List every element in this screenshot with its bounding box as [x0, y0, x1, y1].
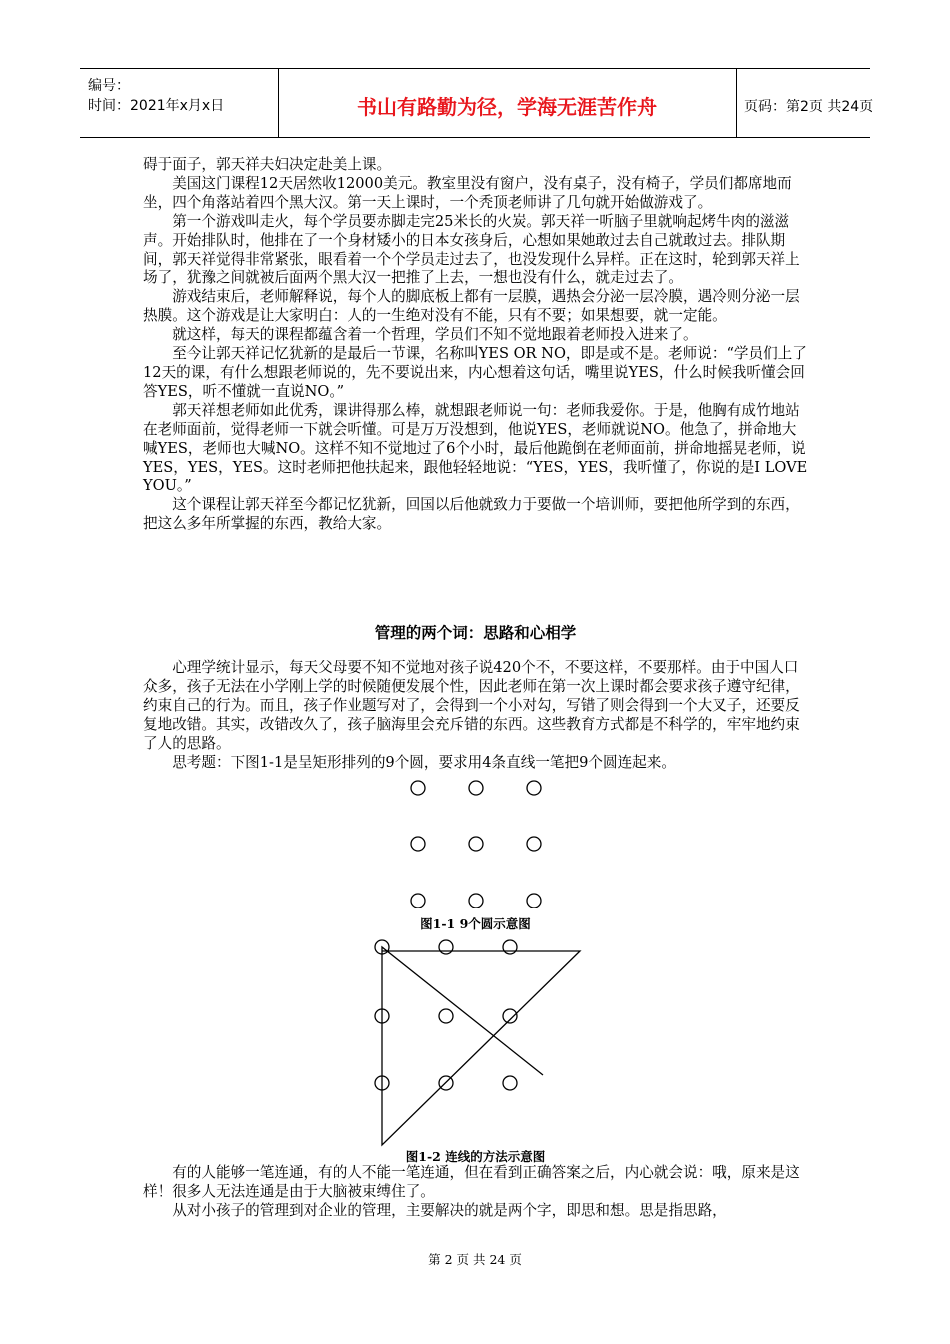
- solution-lines: [382, 947, 580, 1145]
- paragraph: 有的人能够一笔连通，有的人不能一笔连通，但在看到正确答案之后，内心就会说：哦，原来是这样！很多人无法连通是由于大脑被束缚住了。: [143, 1164, 800, 1200]
- motto: 书山有路勤为径，学海无涯苦作舟: [357, 95, 657, 119]
- body-text-block-3: [143, 1164, 808, 1221]
- paragraph: 这个课程让郭天祥至今都记忆犹新，回国以后他就致力于要做一个培训师，要把他所学到的东西，把这么多年所掌握的东西，教给大家。: [143, 496, 800, 533]
- header-middle-cell: [278, 69, 737, 137]
- circle: [469, 837, 483, 851]
- paragraph: 心理学统计显示，每天父母要不知不觉地对孩子说420个不，不要这样，不要那样。由于中国人口众多，孩子无法在小学刚上学的时候随便发展个性，因此老师在第一次上课时都会要求孩子遵守纪律，约束自己的行为。而且，孩子作业题写对了，会得到一个小对勾，写错了则会得到一个大叉子，还要反复地改错。其实，改错改久了，孩子脑海里会充斥错的东西。这些教育方式都是不科学的，牢牢地约束了人的思路。: [143, 659, 800, 752]
- body-text-block-1: [143, 156, 808, 534]
- circle: [469, 781, 483, 795]
- circle: [527, 837, 541, 851]
- circle: [503, 1076, 517, 1090]
- figure-nine-circles: [400, 778, 600, 908]
- paragraph: 游戏结束后，老师解释说，每个人的脚底板上都有一层膜，遇热会分泌一层冷膜，遇冷则分泌一层热膜。这个游戏是让大家明白：人的一生绝对没有不能，只有不要；如果想要，就一定能。: [143, 288, 800, 325]
- paragraph: 第一个游戏叫走火，每个学员要赤脚走完25米长的火炭。郭天祥一听脑子里就响起烤牛肉的滋滋声。开始排队时，他排在了一个身材矮小的日本女孩身后，心想如果她敢过去自己就敢过去。排队期间，郭天祥觉得非常紧张，眼看着一个个学员走过去了，也没发现什么异样。正在这时，轮到郭天祥上场了，犹豫之间就被后面两个黑大汉一把推了上去，一想也没有什么，就走过去了。: [143, 212, 800, 287]
- paragraph: 郭天祥想老师如此优秀，课讲得那么棒，就想跟老师说一句：老师我爱你。于是，他胸有成竹地站在老师面前，觉得老师一下就会听懂。可是万万没想到，他说YES，老师就说NO。他急了，拼命地大喊YES，老师也大喊NO。这样不知不觉地过了6个小时，最后他跪倒在老师面前，拼命地摇晃老师，说YES，YES，YES。这时老师把他扶起来，跟他轻轻地说：“YES，YES，我听懂了，你说的是I LOVE YOU。”: [143, 401, 808, 495]
- paragraph: 就这样，每天的课程都蕴含着一个哲理，学员们不知不觉地跟着老师投入进来了。: [172, 326, 698, 344]
- paragraph: 碍于面子，郭天祥夫妇决定赴美上课。: [143, 156, 392, 173]
- circle: [527, 894, 541, 908]
- section-title: 管理的两个词：思路和心相学: [374, 624, 577, 642]
- circle: [469, 894, 483, 908]
- circle: [503, 1009, 517, 1023]
- paragraph: 从对小孩子的管理到对企业的管理，主要解决的就是两个字，即思和想。思是指思路，: [172, 1201, 727, 1219]
- page-info: 页码：第2页 共24页: [744, 99, 874, 115]
- number-label: 编号：: [88, 78, 130, 94]
- header-right-cell: [736, 69, 874, 137]
- circle: [439, 1009, 453, 1023]
- circle: [503, 940, 517, 954]
- circle: [527, 781, 541, 795]
- body-text-block-2: [143, 659, 808, 772]
- header-left-cell: [80, 69, 279, 137]
- paragraph: 至今让郭天祥记忆犹新的是最后一节课，名称叫YES OR NO，即是或不是。老师说：“学员们上了12天的课，有什么想跟老师说的，先不要说出来，内心想着这句话，嘴里说YES，什么时候我听懂会回答YES，听不懂就一直说NO。”: [143, 345, 807, 400]
- paragraph: 美国这门课程12天居然收12000美元。教室里没有窗户，没有桌子，没有椅子，学员们都席地而坐，四个角落站着四个黑大汉。第一天上课时，一个秃顶老师讲了几句就开始做游戏了。: [143, 174, 792, 211]
- circle: [411, 894, 425, 908]
- circle: [439, 940, 453, 954]
- circle: [411, 837, 425, 851]
- figure-connection-solution: [360, 935, 600, 1150]
- circle: [411, 781, 425, 795]
- time-label: 时间：2021年x月x日: [88, 98, 225, 114]
- page-header: [80, 68, 874, 138]
- figure-2-caption: 图1-2 连线的方法示意图: [405, 1149, 546, 1164]
- figure-1-caption: 图1-1 9个圆示意图: [420, 916, 531, 931]
- page-footer: 第 2 页 共 24 页: [428, 1252, 522, 1267]
- paragraph: 思考题：下图1-1是呈矩形排列的9个圆，要求用4条直线一笔把9个圆连起来。: [172, 753, 676, 771]
